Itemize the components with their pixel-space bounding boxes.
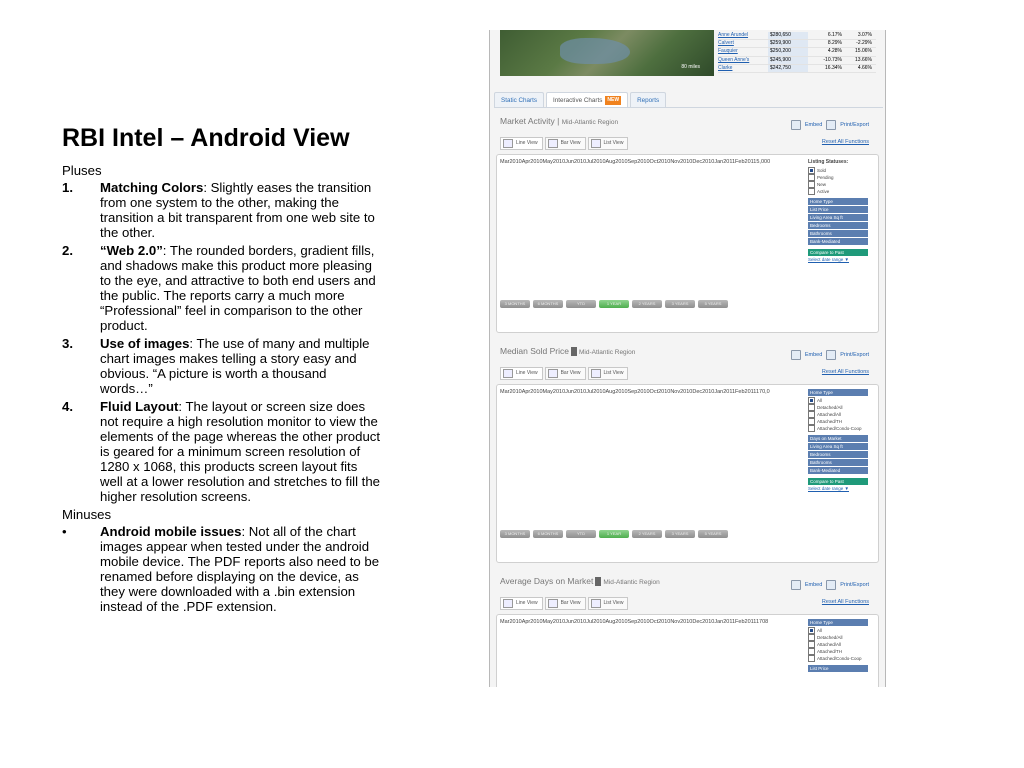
embed-controls: [791, 580, 869, 590]
checkbox-box[interactable]: [808, 188, 815, 195]
embed-link[interactable]: Embed: [804, 122, 823, 128]
filter-checkbox[interactable]: [808, 655, 868, 662]
embed-icon[interactable]: [791, 120, 801, 130]
section-title: [500, 576, 660, 586]
checkbox-label: Detached/All: [817, 635, 843, 640]
county-name[interactable]: Anne Arundel: [718, 32, 749, 38]
filter-checkbox[interactable]: [808, 181, 868, 188]
checkbox-label: Detached/All: [817, 405, 843, 410]
chart-box: [496, 614, 879, 687]
filter-checkbox[interactable]: [808, 188, 868, 195]
list-item: [62, 243, 382, 333]
period-buttons: [500, 300, 728, 308]
dropdown-arrow-icon[interactable]: [595, 577, 601, 586]
checkbox-label: Sold: [817, 168, 827, 173]
filter-bar[interactable]: Living Area Sq ft: [808, 443, 868, 450]
filter-bar[interactable]: Bedrooms: [808, 222, 868, 229]
filter-checkbox[interactable]: [808, 648, 868, 655]
county-price: $245,900: [768, 57, 808, 64]
checkbox-label: Attached/TH: [817, 419, 843, 424]
period-button[interactable]: 2 YEARS: [632, 300, 662, 308]
tab-line-view[interactable]: [500, 367, 543, 380]
view-label: Bar View: [560, 140, 581, 146]
tab-bar-view[interactable]: [545, 597, 586, 610]
county-name[interactable]: Clarke: [718, 64, 733, 71]
region-label: Mid-Atlantic Region: [603, 579, 660, 586]
print-export-link[interactable]: Print/Export: [840, 122, 869, 128]
view-tabs: [500, 367, 628, 380]
filter-bar[interactable]: Bathrooms: [808, 459, 868, 466]
date-axis-labels: Mar2010Apr2010May2010Jun2010Jul2010Aug2010Sep2010Oct2010Nov2010Dec2010Jan2011Feb2011170,0: [500, 389, 770, 395]
print-icon[interactable]: [826, 120, 836, 130]
print-icon[interactable]: [826, 350, 836, 360]
item-number: 1.: [62, 180, 73, 195]
county-row: [718, 32, 876, 40]
checkbox-label: Attached/All: [817, 642, 842, 647]
tab-line-view[interactable]: [500, 137, 543, 150]
list-item: [62, 180, 382, 240]
county-pct1: 4.28%: [827, 48, 842, 55]
county-row: [718, 48, 876, 56]
title-separator: |: [554, 116, 562, 126]
minuses-list: [62, 524, 382, 614]
filter-bar[interactable]: Days on Market: [808, 435, 868, 442]
view-icon: [503, 599, 513, 608]
section-title-text: Median Sold Price: [500, 346, 569, 356]
date-range-link[interactable]: Select date range ▼: [808, 486, 849, 491]
checkbox-box[interactable]: [808, 174, 815, 181]
pluses-heading: Pluses: [62, 163, 102, 178]
item-number: •: [62, 524, 67, 539]
tab-reports[interactable]: Reports: [630, 92, 666, 108]
filter-checkbox[interactable]: [808, 167, 868, 174]
print-icon[interactable]: [826, 580, 836, 590]
period-button[interactable]: 5 YEARS: [698, 300, 728, 308]
county-pct2: 13.66%: [855, 56, 872, 63]
filter-checkbox[interactable]: [808, 418, 868, 425]
tab-static-charts[interactable]: Static Charts: [494, 92, 544, 108]
county-row: [718, 65, 876, 73]
minuses-heading: Minuses: [62, 507, 112, 522]
tab-line-view[interactable]: [500, 597, 543, 610]
checkbox-label: Attached/Condo-Coop: [817, 426, 862, 431]
county-pct1: 8.29%: [827, 40, 842, 47]
county-row: [718, 57, 876, 65]
date-axis-labels: Mar2010Apr2010May2010Jun2010Jul2010Aug2010Sep2010Oct2010Nov2010Dec2010Jan2011Feb20111708: [500, 619, 769, 625]
filter-checkbox[interactable]: [808, 404, 868, 411]
slide-body: [62, 163, 382, 617]
reset-link[interactable]: Reset All Functions: [821, 139, 869, 145]
filter-bar[interactable]: Bedrooms: [808, 451, 868, 458]
county-pct1: 16.34%: [825, 64, 842, 71]
view-tabs: [500, 137, 628, 150]
checkbox-box[interactable]: [808, 627, 815, 634]
item-text: : The rounded borders, gradient fills, and shadows make this product more pleasing to the eye, and attractive to both end users and the public. The reports carry a much more “Professional” feel in comparison to the other product.: [100, 243, 376, 333]
item-term: Use of images: [100, 336, 190, 351]
view-label: List View: [603, 600, 624, 606]
filter-bar[interactable]: Bank-Mediated: [808, 467, 868, 474]
filter-bar[interactable]: Bank-Mediated: [808, 238, 868, 245]
period-button[interactable]: 3 MONTHS: [500, 300, 530, 308]
region-label: Mid-Atlantic Region: [561, 119, 619, 126]
period-button[interactable]: 6 MONTHS: [533, 300, 563, 308]
view-icon: [591, 599, 601, 608]
county-pct1: -10.73%: [823, 56, 842, 63]
region-label: Mid-Atlantic Region: [578, 349, 636, 356]
filter-bar[interactable]: Living Area Sq ft: [808, 214, 868, 221]
view-label: Line View: [516, 600, 538, 606]
view-icon: [591, 139, 601, 148]
list-item: [62, 524, 382, 614]
checkbox-box[interactable]: [808, 404, 815, 411]
date-axis-labels: Mar2010Apr2010May2010Jun2010Jul2010Aug2010Sep2010Oct2010Nov2010Dec2010Jan2011Feb20115,000: [500, 159, 771, 165]
print-export-link[interactable]: Print/Export: [840, 582, 869, 588]
view-icon: [548, 139, 558, 148]
checkbox-box[interactable]: [808, 648, 815, 655]
tab-interactive-charts[interactable]: [546, 92, 628, 108]
checkbox-box[interactable]: [808, 167, 815, 174]
county-name[interactable]: Fauquier: [718, 48, 738, 55]
checkbox-box[interactable]: [808, 397, 815, 404]
item-term: Fluid Layout: [100, 399, 179, 414]
pluses-list: [62, 180, 382, 504]
period-button[interactable]: 1 YEAR: [599, 530, 629, 538]
period-button[interactable]: 3 MONTHS: [500, 530, 530, 538]
date-range-link[interactable]: Select date range ▼: [808, 257, 849, 262]
river-shape: [560, 38, 630, 64]
view-label: Line View: [516, 140, 538, 146]
checkbox-label: Attached/Condo-Coop: [817, 656, 862, 661]
dropdown-arrow-icon[interactable]: [571, 347, 577, 356]
filter-bar[interactable]: List Price: [808, 665, 868, 672]
filter-checkbox[interactable]: [808, 627, 868, 634]
filter-checkbox[interactable]: [808, 641, 868, 648]
county-price-table: [718, 32, 876, 73]
item-term: Android mobile issues: [100, 524, 242, 539]
county-pct1: 6.17%: [827, 32, 842, 38]
tab-bar-view[interactable]: [545, 137, 586, 150]
tab-rule: [494, 107, 883, 108]
compare-to-past-button[interactable]: Compare to Past: [808, 249, 868, 256]
period-button[interactable]: 1 YEAR: [599, 300, 629, 308]
filter-bar[interactable]: List Price: [808, 206, 868, 213]
compare-to-past-button[interactable]: Compare to Past: [808, 478, 868, 485]
view-icon: [548, 599, 558, 608]
item-text: : The layout or screen size does not require a high resolution monitor to view the elements of the page whereas the other product is geared for a minimum screen resolution of 1280 x 1068, this products screen layout fits well at a lower resolution and stretches to fill the higher resolution screens.: [100, 399, 381, 504]
view-label: Bar View: [560, 600, 581, 606]
period-button[interactable]: 2 YEARS: [632, 530, 662, 538]
county-row: [718, 40, 876, 48]
section-title-text: Market Activity: [500, 116, 555, 126]
view-icon: [548, 369, 558, 378]
view-icon: [591, 369, 601, 378]
filter-checkbox[interactable]: [808, 174, 868, 181]
filter-panel: [808, 619, 868, 673]
reset-link[interactable]: Reset All Functions: [821, 599, 869, 605]
tab-interactive-label: Interactive Charts: [553, 97, 603, 104]
county-price: $250,200: [768, 48, 808, 55]
print-export-link[interactable]: Print/Export: [840, 352, 869, 358]
reset-link[interactable]: Reset All Functions: [821, 369, 869, 375]
view-label: List View: [603, 370, 624, 376]
filter-checkbox[interactable]: [808, 425, 868, 432]
item-number: 3.: [62, 336, 73, 351]
checkbox-label: All: [817, 398, 823, 403]
county-pct2: 15.06%: [855, 48, 872, 55]
embed-controls: [791, 120, 869, 130]
filter-bar[interactable]: Home Type: [808, 389, 868, 396]
view-icon: [503, 369, 513, 378]
period-buttons: [500, 530, 728, 538]
filter-checkbox[interactable]: [808, 634, 868, 641]
county-name[interactable]: Queen Anne's: [718, 56, 750, 63]
period-button[interactable]: YTD: [566, 300, 596, 308]
list-item: [62, 336, 382, 396]
checkbox-label: Attached/All: [817, 412, 842, 417]
checkbox-label: Pending: [817, 175, 834, 180]
county-pct2: 4.66%: [857, 64, 872, 71]
filter-checkbox[interactable]: [808, 411, 868, 418]
embed-link[interactable]: Embed: [804, 582, 823, 588]
item-text: : Slightly eases the transition from one system to the other, making the transition a bit transparent from one web site to the other.: [100, 180, 375, 240]
checkbox-box[interactable]: [808, 641, 815, 648]
period-button[interactable]: 6 MONTHS: [533, 530, 563, 538]
checkbox-box[interactable]: [808, 634, 815, 641]
map-scale: 80 miles: [681, 64, 700, 70]
filter-checkbox[interactable]: [808, 397, 868, 404]
filter-bar[interactable]: Home Type: [808, 619, 868, 626]
chart-box: [496, 154, 879, 333]
county-name[interactable]: Calvert: [718, 40, 734, 47]
new-badge: NEW: [607, 96, 620, 103]
filter-bar[interactable]: Bathrooms: [808, 230, 868, 237]
period-button[interactable]: 3 YEARS: [665, 530, 695, 538]
period-button[interactable]: 5 YEARS: [698, 530, 728, 538]
section-title: [500, 346, 635, 356]
checkbox-box[interactable]: [808, 411, 815, 418]
embed-link[interactable]: Embed: [804, 352, 823, 358]
list-item: [62, 399, 382, 504]
checkbox-box[interactable]: [808, 418, 815, 425]
county-price: $280,650: [768, 32, 808, 39]
county-price: $242,750: [768, 65, 808, 72]
screenshot-panel: [489, 30, 886, 687]
slide-title: RBI Intel – Android View: [62, 124, 350, 152]
item-term: “Web 2.0”: [100, 243, 163, 258]
view-label: List View: [603, 140, 624, 146]
filter-panel: [808, 389, 868, 491]
item-number: 4.: [62, 399, 73, 414]
view-tabs: [500, 597, 628, 610]
county-price: $259,900: [768, 40, 808, 47]
checkbox-box[interactable]: [808, 425, 815, 432]
tab-bar-view[interactable]: [545, 367, 586, 380]
checkbox-label: Active: [817, 189, 830, 194]
item-text: : The use of many and multiple chart images makes telling a story easy and obvious. “A picture is worth a thousand words…”: [100, 336, 370, 396]
item-term: Matching Colors: [100, 180, 204, 195]
filter-panel: [808, 159, 868, 262]
view-label: Bar View: [560, 370, 581, 376]
checkbox-label: Attached/TH: [817, 649, 843, 654]
item-number: 2.: [62, 243, 73, 258]
embed-controls: [791, 350, 869, 360]
tab-list-view[interactable]: [588, 137, 629, 150]
section-title-text: Average Days on Market: [500, 576, 594, 586]
filter-bar[interactable]: Home Type: [808, 198, 868, 205]
region-map[interactable]: [500, 30, 714, 76]
section-title: [500, 116, 618, 126]
chart-box: [496, 384, 879, 563]
view-icon: [503, 139, 513, 148]
view-label: Line View: [516, 370, 538, 376]
tab-list-view[interactable]: [588, 367, 629, 380]
embed-icon[interactable]: [791, 350, 801, 360]
checkbox-label: New: [817, 182, 827, 187]
period-button[interactable]: YTD: [566, 530, 596, 538]
county-pct2: -2.29%: [856, 40, 872, 47]
embed-icon[interactable]: [791, 580, 801, 590]
chart-tabs: [494, 92, 668, 108]
tab-list-view[interactable]: [588, 597, 629, 610]
filter-header: Listing Statuses:: [808, 159, 849, 165]
checkbox-box[interactable]: [808, 655, 815, 662]
checkbox-label: All: [817, 628, 823, 633]
county-pct2: 3.07%: [857, 32, 872, 38]
checkbox-box[interactable]: [808, 181, 815, 188]
period-button[interactable]: 3 YEARS: [665, 300, 695, 308]
item-text: : Not all of the chart images appear when tested under the android mobile device. The PDF reports also need to be renamed before displaying on the device, as they were downloaded with a .bin extension instead of the .PDF extension.: [100, 524, 380, 614]
